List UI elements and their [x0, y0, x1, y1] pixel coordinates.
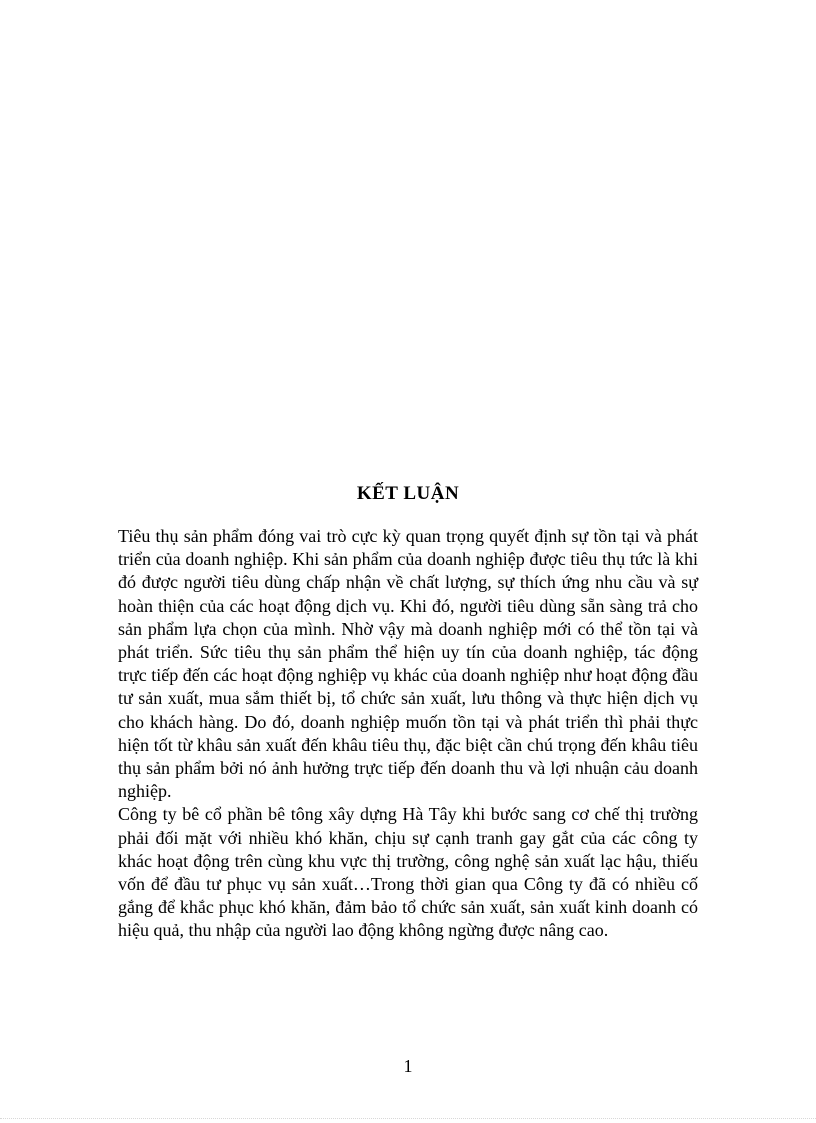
body-text — [118, 525, 698, 943]
page-bottom-divider — [0, 1118, 816, 1119]
page-number: 1 — [403, 1056, 413, 1076]
paragraph-1: Tiêu thụ sản phẩm đóng vai trò cực kỳ quan trọng quyết định sự tồn tại và phát triển của doanh nghiệp. Khi sản phẩm của doanh nghiệp được tiêu thụ tức là khi đó được người tiêu dùng chấp nhận về chất lượng, sự thích ứng nhu cầu và sự hoàn thiện của các hoạt động dịch vụ. Khi đó, người tiêu dùng sẵn sàng trả cho sản phẩm lựa chọn của mình. Nhờ vậy mà doanh nghiệp mới có thể tồn tại và phát triển. Sức tiêu thụ sản phẩm thể hiện uy tín của doanh nghiệp, tác động trực tiếp đến các hoạt động nghiệp vụ khác của doanh nghiệp như hoạt động đầu tư sản xuất, mua sắm thiết bị, tổ chức sản xuất, lưu thông và thực hiện dịch vụ cho khách hàng. Do đó, doanh nghiệp muốn tồn tại và phát triển thì phải thực hiện tốt từ khâu sản xuất đến khâu tiêu thụ, đặc biệt cần chú trọng đến khâu tiêu thụ sản phẩm bởi nó ảnh hưởng trực tiếp đến doanh thu và lợi nhuận cảu doanh nghiệp. — [118, 526, 698, 802]
paragraph-2: Công ty bê cổ phần bê tông xây dựng Hà Tây khi bước sang cơ chế thị trường phải đối mặt với nhiều khó khăn, chịu sự cạnh tranh gay gắt của các công ty khác hoạt động trên cùng khu vực thị trường, công nghệ sản xuất lạc hậu, thiếu vốn để đầu tư phục vụ sản xuất…Trong thời gian qua Công ty đã có nhiều cố gắng để khắc phục khó khăn, đảm bảo tổ chức sản xuất, sản xuất kinh doanh có hiệu quả, thu nhập của người lao động không ngừng được nâng cao. — [118, 804, 698, 941]
page-title: KẾT LUẬN — [356, 483, 460, 504]
